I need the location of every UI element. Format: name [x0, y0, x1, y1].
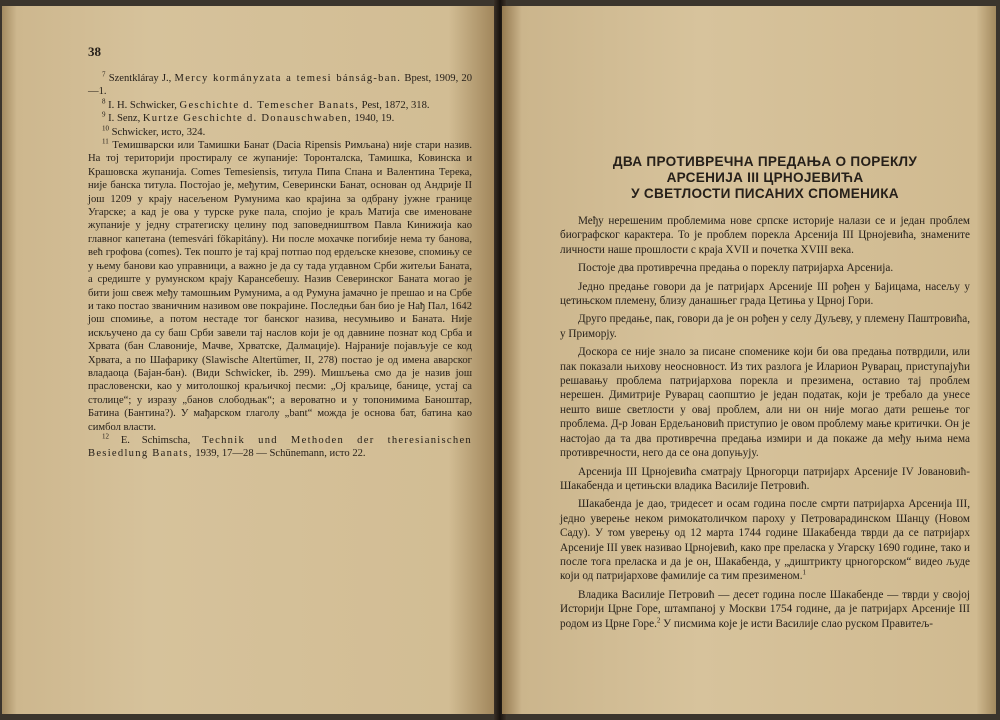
chapter-title — [560, 154, 970, 202]
body-paragraph — [560, 214, 970, 257]
chapter-title-line: АРСЕНИЈА III ЦРНОЈЕВИЋА — [666, 170, 864, 185]
footnote — [88, 126, 472, 139]
footnote-number: 11 — [102, 137, 109, 146]
footnote — [88, 434, 472, 461]
footnote-number: 8 — [102, 97, 106, 106]
footnote-number: 7 — [102, 70, 106, 79]
footnote-text: I. H. Schwicker, — [108, 99, 180, 111]
footnote-text: Bpest, 1909, 20—1. — [88, 73, 472, 98]
left-page — [2, 6, 498, 714]
body-paragraph — [560, 261, 970, 275]
footnote-text: Schwicker, исто, 324. — [111, 126, 206, 138]
footnotes — [88, 72, 472, 461]
paragraph-text: Арсенија III Црнојевића сматрају Црногорци патријарх Арсеније IV Јовановић-Шакабенда и цетињски владика Василије Петровић. — [560, 465, 970, 492]
footnote-number: 9 — [102, 110, 106, 119]
footnote-title: Geschichte d. Temescher Banats, — [179, 99, 359, 111]
paragraph-text: Друго предање, пак, говори да је он рођен у селу Дуљеву, у племену Паштровића, у Приморју. — [560, 313, 970, 340]
page-number: 38 — [88, 44, 101, 59]
footnote — [88, 72, 472, 99]
paragraph-text: Међу нерешеним проблемима нове српске историје налази се и један проблем биографског карактера. То је проблем порекла Арсенија III Црнојевића, знамените личности наше прошлости с краја XVII и почетка XVIII века. — [560, 215, 970, 256]
footnote-text: Pest, 1872, 318. — [358, 99, 430, 111]
body-paragraph — [560, 280, 970, 309]
paragraph-text: Шакабенда је дао, тридесет и осам година после смрти патријарха Арсенија III, једно уверење неком римокатоличком пароху у Петроварадинском Шанцу (Новом Саду). У том уверењу од 12 марта 1744 године Шакабенда тврди да се патријарх Арсеније III увек називао Црнојевић, како пре преласка у Угарску 1690 године, тако и после тога преласка и да је он, Шакабенда, у „диштрикту црногорском“ видео људе који од патријархове фамилије са тим презименом. — [560, 498, 970, 583]
paragraph-text: У писмима које је исти Василије слао руском Правитељ- — [660, 617, 933, 630]
right-page — [502, 6, 996, 714]
footnote-title: Mercy kormányzata a temesi bánság-ban. — [174, 73, 402, 84]
footnote-text: 1940, 19. — [351, 113, 395, 125]
paragraph-text: Владика Василије Петровић — десет година после Шакабенде — тврди у својој Историји Црне Горе, штампаној у Москви 1754 године, да је патријарх Арсеније III родом из Црне Горе. — [560, 588, 970, 630]
chapter-title-line: У СВЕТЛОСТИ ПИСАНИХ СПОМЕНИКА — [631, 186, 899, 201]
footnote-number: 12 — [102, 432, 109, 441]
body-paragraph — [560, 497, 970, 583]
paragraph-text: Једно предање говори да је патријарх Арсеније III рођен у Бајицама, насељу у цетињском племену, близу данашњег града Цетиња у Црној Гори. — [560, 280, 970, 308]
footnote-title: Technik und Methoden der theresianischen Besiedlung Banats, — [88, 434, 472, 460]
footnote-text: I. Senz, — [108, 113, 143, 125]
footnote-title: Kurtze Geschichte d. Donauschwaben, — [142, 113, 352, 125]
footnote-reference: 1 — [802, 568, 807, 577]
footnote-text: 1939, 17—28 — Schünemann, исто 22. — [192, 448, 366, 460]
body-text — [560, 214, 970, 631]
body-paragraph — [560, 345, 970, 460]
body-paragraph — [560, 588, 970, 631]
chapter-title-line: ДВА ПРОТИВРЕЧНА ПРЕДАЊА О ПОРЕКЛУ — [612, 154, 918, 169]
footnote-number: 10 — [102, 124, 109, 133]
footnote-text: Szentkláray J., — [108, 73, 175, 84]
footnote-text: Темишварски или Тамишки Банат (Dacia Ripensis Римљана) није стари назив. На тој територији простиралу се жупаније: Торонталска, Тамишка, Ковинска и Крашовска жупанија. Comes Temesiensis, титула Пипа Спана и Валентина Терека, није банска титула. Постојао је, међутим, Северински Банат, основан од Андрије II још 1209 у крају насељеном Румунима као крајина за одбрану јужне границе Угарске; а кад је ова у турске руке пала, спојио је краљ Матија све именоване жупаније у једну стратегиску целину под заповедништвом Павла Кинижија као главног капетана (temesvári főkapitány). Ни после мохачке погибије нема ту банова, већ грофова (comes). Тек пошто је тај крај потпао под ердељске кнезове, спомињу се у њему банови као управници, а важно је да су тада угдавном Срби житељи Баната, а средиште у румунском крају Карансебешу. Назив Северинског Баната могао је бити још свеж међу тамошњим Румунима, а од Румуна јамачно је прешао и на Србе и тако постао званичним називом ове покрајине. Последњи бан био је Нађ Пал, 1642 још спомиње, а потом нестаде тог банског назива, несумњиво и Баната. Није искључено да су баш Срби завели тај наслов који је од давнине познат код Срба и Хрвата (бан Славоније, Мачве, Хрватске, Далмације). Најраније појављује се код Хрвата, а по Шафарику (Slawische Altertümer, II, 278) постао је од имена аварског владаоца (Бајан-бан). (Види Schwicker, ib. 299). Мишљења смо да је назив још праcловенски, као у митолошкој краљичкој песми: „Ој краљице, банице, устај са столице“; у изразу „банов слободњак“; а вероватно и у топонимима Баноштар, Батина (Бантина?). У мађарском глаголу „bant“ можда је основа бат, батина као симбол власти. — [88, 140, 472, 433]
footnote-text: E. Schimscha, — [120, 434, 203, 446]
paragraph-text: Постоје два противречна предања о пореклу патријарха Арсенија. — [578, 262, 894, 275]
body-paragraph — [560, 312, 970, 341]
footnote — [88, 139, 472, 434]
body-paragraph — [560, 465, 970, 494]
footnote-reference: 2 — [656, 615, 661, 624]
footnote — [88, 99, 472, 112]
paragraph-text: Доскора се није знало за писане споменике који би ова предања потврдили, или пак показали њихову неосновност. Из тих разлога је Иларион Руварац, приступајући решавању проблема патријархова порекла и презимена, оставио тај проблем нерешен. Димитрије Руварац саопштио је један податак, који је требало да унесе нешто више светлости у овај проблем, али ни он није могао дати решење тог проблема. Д-р Јован Ердељановић приступио је овом проблему мање критички. Он је настојао да та два противречна предања измири и да покаже да међу њима нема противречности, него да се она допуњују. — [560, 346, 970, 460]
footnote — [88, 112, 472, 125]
